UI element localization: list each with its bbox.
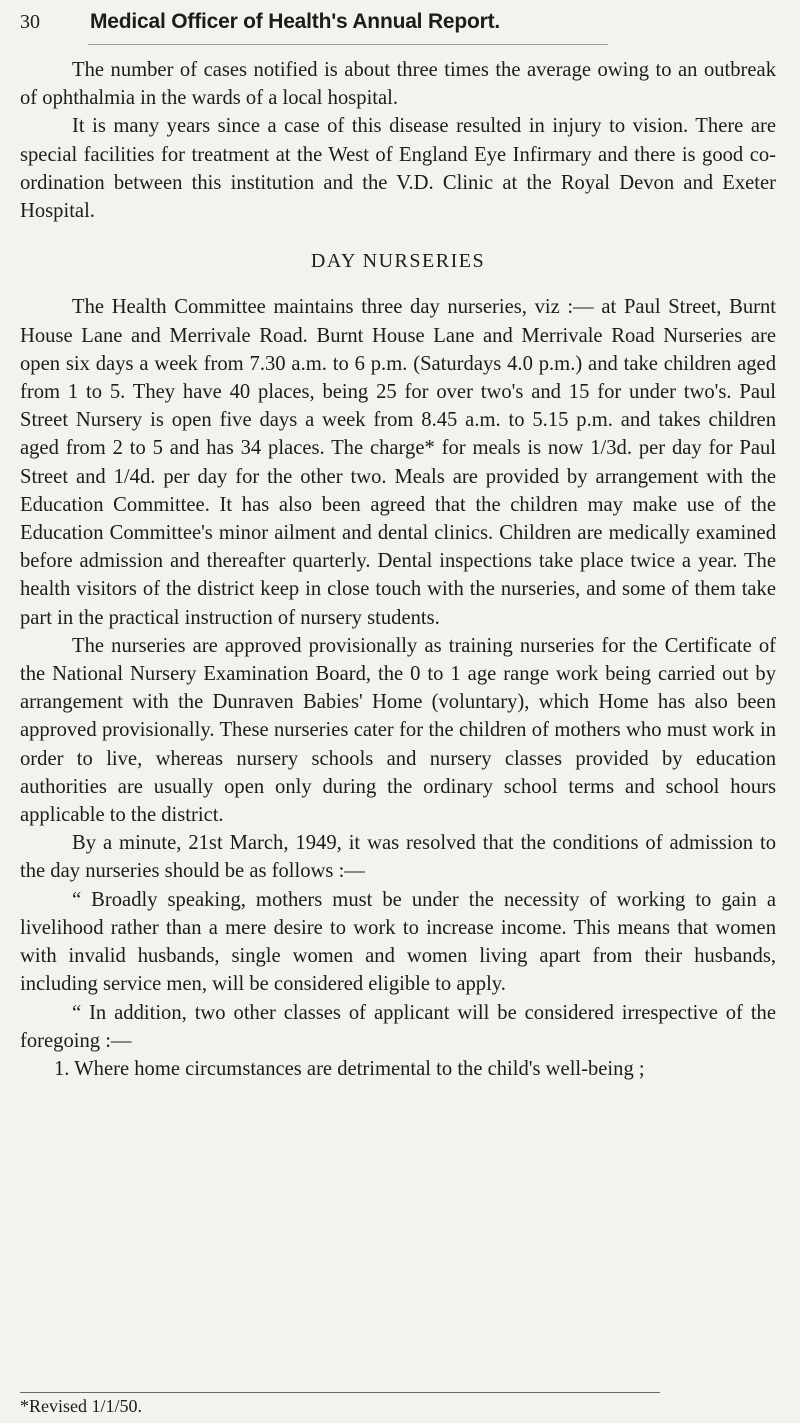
paragraph-training-nurseries: The nurseries are approved provisionally as training nurseries for the Certificate of the National Nursery Examination Board, the 0 to 1 age range work being carried out by arrangement with the Dunraven Babies' Home (voluntary), which Home has also been approved provisionally. These nurseries cater for the children of mothers who must work in order to live, whereas nursery schools and nursery classes provided by education authorities are usually open only during the ordinary school terms and school hours applicable to the district. [20,634,776,827]
section-heading: DAY NURSERIES [310,250,486,273]
paragraph-quote-additional: “ In addition, two other classes of applicant will be considered irrespective of the foregoing :— [20,1001,776,1052]
paragraph-minute: By a minute, 21st March, 1949, it was resolved that the conditions of admission to the day nurseries should be as follows :— [20,832,776,883]
footnote: *Revised 1/1/50. [20,1396,142,1416]
footnote-rule [20,1392,660,1393]
running-title: Medical Officer of Health's Annual Report. [90,10,501,33]
paragraph-day-nurseries: The Health Committee maintains three day nurseries, viz :— at Paul Street, Burnt House Lane and Merrivale Road. Burnt House Lane and Merrivale Road Nurseries are open six days a week from 7.30 a.m. to 6 p.m. (Saturdays 4.0 p.m.) and take children aged from 1 to 5. They have 40 places, being 25 for over two's and 15 for under two's. Paul Street Nursery is open five days a week from 8.45 a.m. to 5.15 p.m. and takes children aged from 2 to 5 and has 34 places. The charge* for meals is now 1/3d. per day for Paul Street and 1/4d. per day for the other two. Meals are provided by arrangement with the Education Committee. It has also been agreed that the children may make use of the Education Committee's minor ailment and dental clinics. Children are medically examined before admission and thereafter quarterly. Dental inspections take place twice a year. The health visitors of the district keep in close touch with the nurseries, and some of them take part in the practical instruction of nursery students. [20,296,776,629]
list-item: 1. Where home circumstances are detrimental to the child's well-being ; [54,1057,645,1080]
paragraph-eye-infirmary: It is many years since a case of this disease resulted in injury to vision. There are special facilities for treatment at the West of England Eye Infirmary and there is good co-ordination between this institution and the V.D. Clinic at the Royal Devon and Exeter Hospital. [20,115,776,223]
page-number: 30 [20,11,40,33]
header-rule [88,44,608,45]
page-header [20,8,500,36]
body-text [20,56,776,1083]
paragraph-quote-eligibility: “ Broadly speaking, mothers must be under the necessity of working to gain a livelihood rather than a mere desire to work to increase income. This means that women with invalid husbands, single women and women living apart from their husbands, including service men, will be considered eligible to apply. [20,888,776,996]
paragraph-ophthalmia-cases: The number of cases notified is about three times the average owing to an outbreak of ophthalmia in the wards of a local hospital. [20,59,776,110]
